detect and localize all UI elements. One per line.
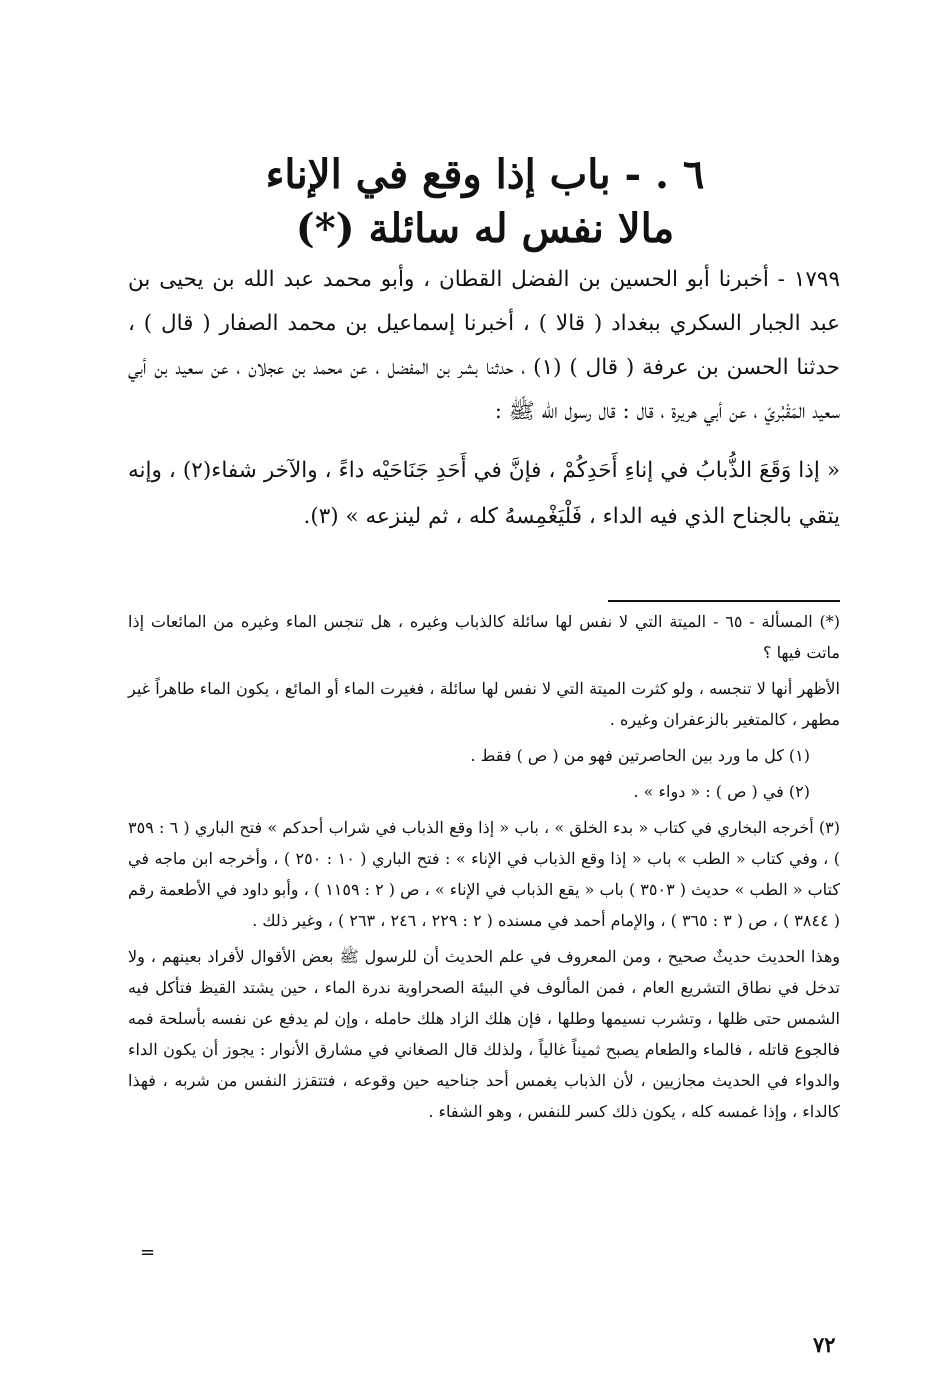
footnotes (128, 606, 840, 1132)
commentary-note: وهذا الحديث حديثٌ صحيح ، ومن المعروف في علم الحديث أن للرسول ﷺ بعض الأقوال لأفراد بعينهم ، ولا تدخل في نطاق التشريع العام ، فمن المألوف في البيئة الصحراوية ندرة الماء ، حين يشتد القيظ فتأكل فيه الشمس حتى ظلها ، وتشرب نسيمها وطلها ، فإن هلك الزاد هلك حامله ، وإن لم يدفع عن نفسه بأسلحة فمه فالجوع قاتله ، فالماء والطعام يصبح ثميناً غالياً ، ولذلك قال الصغاني في مشارق الأنوار : يجوز أن يكون الداء والدواء في الحديث مجازيين ، لأن الذباب يغمس أحد جناحيه حين وقوعه ، فتتقزز النفس من شربه ، فهذا كالداء ، وإذا غمسه كله ، يكون ذلك كسر للنفس ، وهو الشفاء . (128, 947, 841, 1121)
isnad-paragraph: ١٧٩٩ - أخبرنا أبو الحسين بن الفضل القطان ، وأبو محمد عبد الله بن يحيى بن عبد الجبار السكري ببغداد ( قالا ) ، أخبرنا إسماعيل بن محمد الصفار ( قال ) ، حدثنا الحسن بن عرفة ( قال ) (١) ، حدثنا بشر بن المفضل ، عن محمد بن عجلان ، عن سعيد بن أبي سعيد المَقْبُريّ ، عن أبي هريرة ، قال : قال رسول الله ﷺ : (128, 267, 840, 424)
chapter-title-line2: مالا نفس له سائلة (*) (295, 205, 675, 252)
continuation-mark: = (140, 1242, 156, 1263)
hadith-text: « إذا وَقَعَ الذُّبابُ في إناءِ أَحَدِكُمْ ، فإنَّ في أَحَدِ جَنَاحَيْه داءً ، والآخر شفاء(٢) ، وإنه يتقي بالجناح الذي فيه الداء ، فَلْيَغْمِسهُ كله ، ثم لينزعه » (٣). (128, 458, 840, 529)
page-number: ٧٢ (813, 1332, 836, 1357)
chapter-title-line1: ٦ . - باب إذا وقع في الإناء (265, 151, 705, 198)
main-text (128, 258, 840, 540)
footnote-divider (608, 600, 840, 602)
chapter-title (130, 148, 840, 256)
footnote-1: (١) كل ما ورد بين الحاصرتين فهو من ( ص ) فقط . (470, 746, 810, 765)
masala-answer: الأظهر أنها لا تنجسه ، ولو كثرت الميتة التي لا نفس لها سائلة ، فغيرت الماء أو المائع ، يكون الماء طاهراً غير مطهر ، كالمتغير بالزعفران وغيره . (128, 679, 840, 729)
footnote-2: (٢) في ( ص ) : « دواء » . (633, 782, 810, 801)
footnote-3: (٣) أخرجه البخاري في كتاب « بدء الخلق » ، باب « إذا وقع الذباب في شراب أحدكم » فتح الباري ( ٦ : ٣٥٩ ) ، وفي كتاب « الطب » باب « إذا وقع الذباب في الإناء » : فتح الباري ( ١٠ : ٢٥٠ ) ، وأخرجه ابن ماجه في كتاب « الطب » حديث ( ٣٥٠٣ ) باب « يقع الذباب في الإناء » ، ص ( ٢ : ١١٥٩ ) ، وأبو داود في الأطعمة رقم ( ٣٨٤٤ ) ، ص ( ٣ : ٣٦٥ ) ، والإمام أحمد في مسنده ( ٢ : ٢٢٩ ، ٢٤٦ ، ٢٦٣ ) ، وغير ذلك . (128, 818, 841, 930)
masala-note: (*) المسألة - ٦٥ - الميتة التي لا نفس لها سائلة كالذباب وغيره ، هل تنجس الماء وغيره من المائعات إذا ماتت فيها ؟ (128, 612, 840, 662)
